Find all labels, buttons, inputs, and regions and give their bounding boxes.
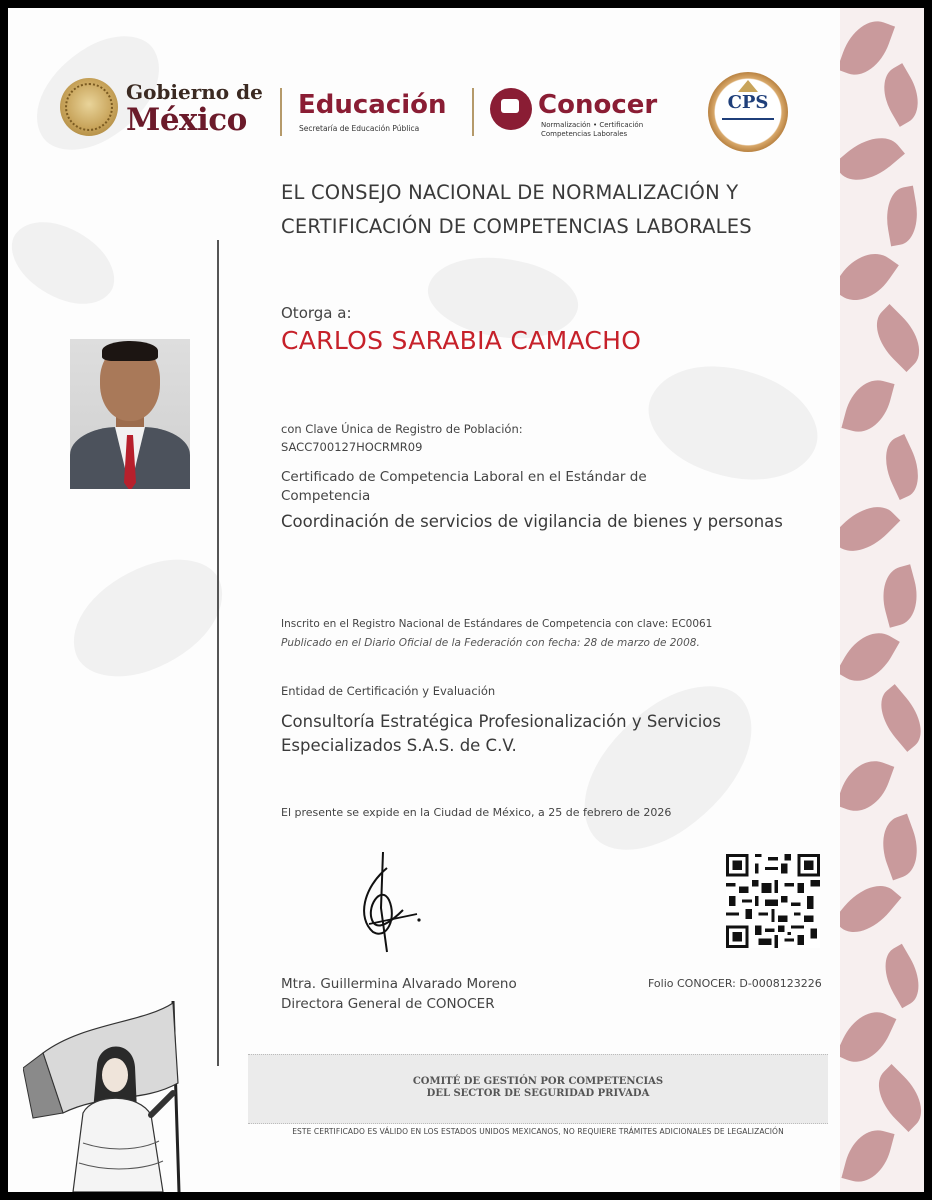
committee-name (248, 1076, 828, 1100)
committee-line-2: DEL SECTOR DE SEGURIDAD PRIVADA (426, 1088, 650, 1099)
mexico-label: México (126, 102, 247, 138)
signature-image (343, 848, 423, 958)
background-pattern (56, 544, 241, 693)
conocer-logo-icon (490, 88, 532, 130)
cps-logo-text: CPS (727, 92, 769, 113)
entity-name: Consultoría Estratégica Profesionalización y Servicios Especializados S.A.S. de C.V. (281, 712, 721, 755)
publication-line: Publicado en el Diario Oficial de la Federación con fecha: 28 de marzo de 2008. (281, 637, 700, 649)
competency-standard: Coordinación de servicios de vigilancia de bienes y personas (281, 512, 783, 531)
logo-divider (280, 88, 282, 136)
certificate-page (8, 8, 924, 1192)
director-title: Directora General de CONOCER (281, 996, 495, 1012)
otorga-label: Otorga a: (281, 304, 352, 322)
issuing-council (281, 176, 841, 244)
coat-of-arms-seal-icon (60, 78, 118, 136)
committee-line-1: COMITÉ DE GESTIÓN POR COMPETENCIAS (412, 1076, 664, 1087)
background-pattern (552, 661, 785, 874)
curp-label: con Clave Única de Registro de Población: (281, 422, 523, 436)
conocer-logo-subtitle (541, 121, 643, 139)
director-name: Mtra. Guillermina Alvarado Moreno (281, 976, 517, 992)
curp-value: SACC700127HOCRMR09 (281, 440, 423, 454)
educacion-logo-title: Educación (298, 90, 447, 120)
conocer-subtitle-line-1: Normalización • Certificación (541, 121, 644, 129)
validity-notice: ESTE CERTIFICADO ES VÁLIDO EN LOS ESTADOS UNIDOS MEXICANOS, NO REQUIERE TRÁMITES ADICIONALES DE LEGALIZACIÓN (292, 1127, 784, 1136)
heroine-with-flag-illustration-icon (23, 993, 203, 1192)
background-pattern (8, 201, 128, 325)
educacion-logo-subtitle: Secretaría de Educación Pública (299, 124, 420, 133)
folio-number: Folio CONOCER: D-0008123226 (648, 977, 822, 990)
gobierno-label: Gobierno de (126, 80, 263, 104)
issue-place-date: El presente se expide en la Ciudad de México, a 25 de febrero de 2026 (281, 806, 672, 819)
conocer-logo-title: Conocer (538, 90, 658, 120)
council-line-1: EL CONSEJO NACIONAL DE NORMALIZACIÓN Y (281, 181, 739, 204)
vertical-divider (217, 240, 219, 1066)
recipient-photo (70, 339, 190, 489)
logo-divider (472, 88, 474, 136)
qr-code-icon (726, 854, 820, 948)
decorative-side-band (840, 8, 924, 1192)
certificate-type: Certificado de Competencia Laboral en el Estándar de Competencia (281, 469, 647, 504)
entity-label: Entidad de Certificación y Evaluación (281, 684, 496, 698)
recipient-name: CARLOS SARABIA CAMACHO (281, 326, 642, 355)
cps-emblem-icon (708, 72, 788, 152)
registry-line: Inscrito en el Registro Nacional de Estándares de Competencia con clave: EC0061 (281, 618, 713, 630)
conocer-subtitle-line-2: Competencias Laborales (541, 130, 628, 138)
council-line-2: CERTIFICACIÓN DE COMPETENCIAS LABORALES (281, 215, 752, 238)
header-logos (58, 72, 818, 144)
